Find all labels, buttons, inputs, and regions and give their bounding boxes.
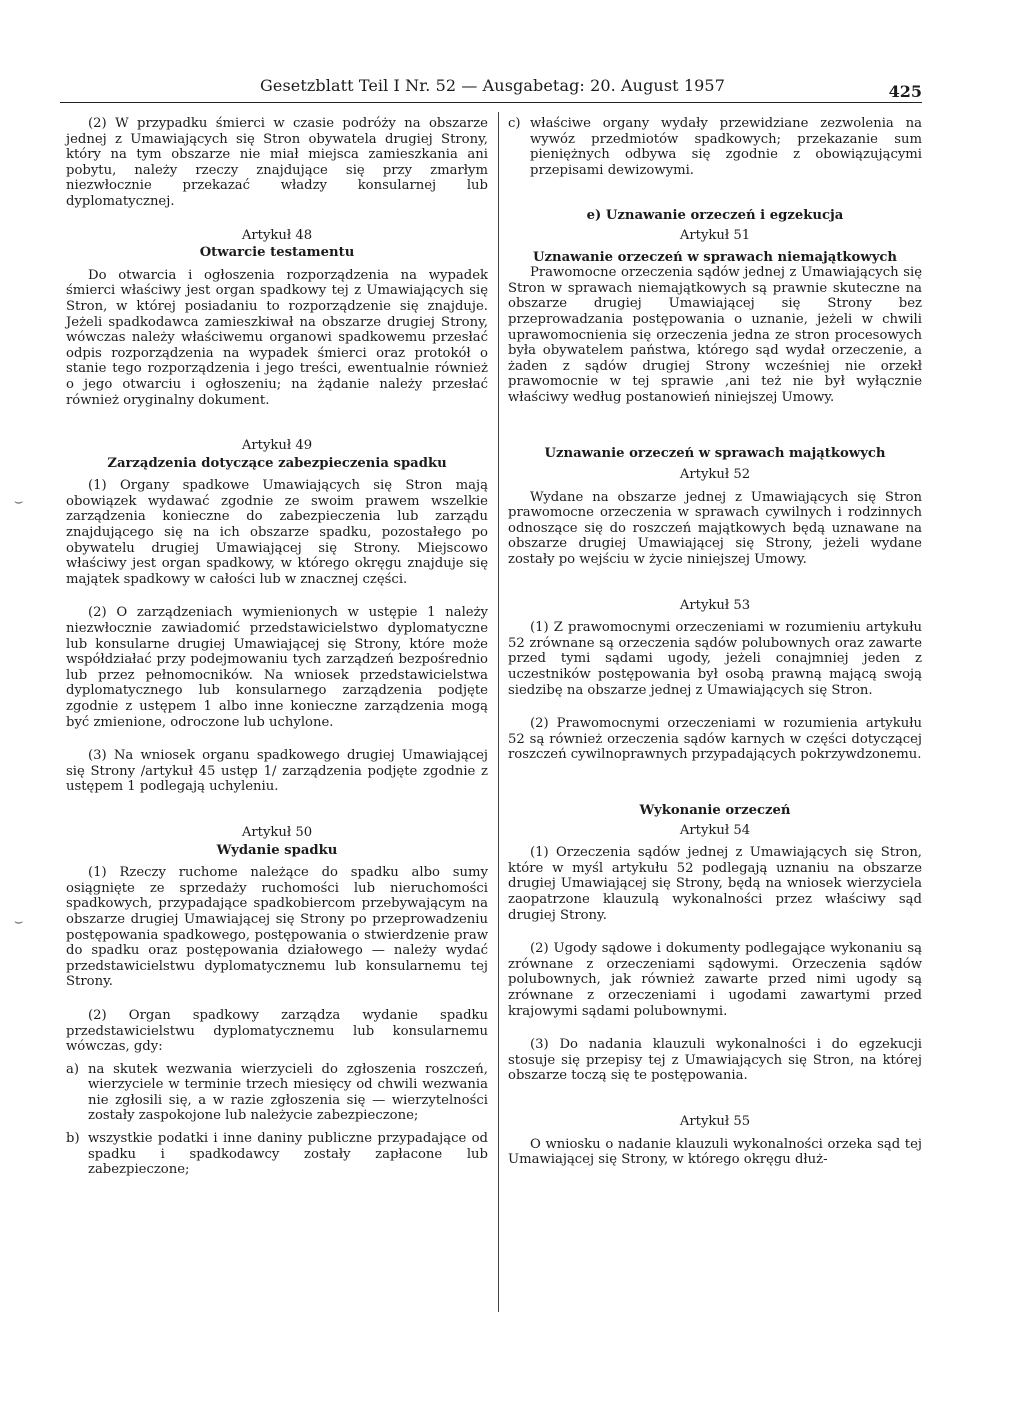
margin-check-mark: ⌣	[14, 914, 24, 930]
list-label: b)	[66, 1131, 80, 1147]
paragraph: Wydane na obszarze jednej z Umawiających się Stron prawomocne orzeczenia w sprawach cywilnych i rodzinnych odnoszące się do roszczeń majątkowych będą uznawane na obszarze drugiej Umawiającej się Strony, jeżeli wydane zostały po wejściu w życie niniejszej Umowy.	[508, 489, 922, 568]
article-heading: Otwarcie testamentu	[199, 245, 355, 261]
paragraph: (1) Z prawomocnymi orzeczeniami w rozumieniu artykułu 52 zrównane są orzeczenia sądów polubownych oraz zawarte przed tymi sądami ugody, jeżeli conajmniej jeden z uczestników postępowania był osobą prawną mającą swoją siedzibę na obszarze jednej z Umawiających się Stron.	[508, 620, 922, 698]
article-title: Artykuł 54	[679, 822, 751, 838]
article-title: Artykuł 50	[241, 824, 313, 840]
article-title: Artykuł 49	[241, 438, 313, 454]
margin-check-mark: ⌣	[14, 494, 24, 510]
list-text: właściwe organy wydały przewidziane zezwolenia na wywóz przedmiotów spadkowych; przekazanie sum pieniężnych odbywa się zgodnie z obowiązującymi przepisami dewizowymi.	[530, 116, 922, 178]
paragraph: Prawomocne orzeczenia sądów jednej z Umawiających się Stron w sprawach niemajątkowych są prawnie skuteczne na obszarze drugiej Umawiającej się Strony bez przeprowadzania postępowania o uznanie, jeżeli w chwili uprawomocnienia się orzeczenia jedna ze stron procesowych była obywatelem państwa, którego sąd wydał orzeczenie, a żaden z sądów drugiej Strony wcześniej nie orzekł prawomocnie w tej sprawie ,ani też nie był wyłącznie właściwy według postanowień niniejszej Umowy.	[508, 265, 922, 405]
paragraph: (2) Organ spadkowy zarządza wydanie spadku przedstawicielstwu dyplomatycznemu lub konsularnemu wówczas, gdy:	[66, 1007, 488, 1055]
left-column	[66, 116, 488, 1178]
paragraph: (2) O zarządzeniach wymienionych w ustępie 1 należy niezwłocznie zawiadomić przedstawicielstwo dyplomatyczne lub konsularne drugiej Umawiającej się Strony, które może współdziałać przy podejmowaniu tych zarządzeń bezpośrednio lub przez pełnomocników. Na wniosek przedstawicielstwa dyplomatycznego lub konsularnego zarządzenia podjęte zgodnie z ustępem 1 albo inne konieczne zarządzenia mogą być zmienione, odroczone lub uchylone.	[66, 605, 488, 730]
paragraph: O wniosku o nadanie klauzuli wykonalności orzeka sąd tej Umawiającej się Strony, w którego okręgu dłuż-	[508, 1136, 922, 1168]
list-item	[66, 1131, 488, 1178]
paragraph: (1) Rzeczy ruchome należące do spadku albo sumy osiągnięte ze sprzedaży ruchomości lub nieruchomości spadkowych, przypadające spadkobiercom przebywającym na obszarze drugiej Umawiającej się Strony po przeprowadzeniu postępowania spadkowego, postępowania o stwierdzenie praw do spadku oraz postępowania działowego — należy wydać przedstawicielstwu dyplomatycznemu lub konsularnemu tej Strony.	[66, 865, 488, 990]
article-title: Artykuł 55	[679, 1113, 751, 1129]
article-title: Artykuł 48	[241, 227, 313, 243]
section-heading: Uznawanie orzeczeń w sprawach majątkowych	[544, 445, 886, 461]
list-text: na skutek wezwania wierzycieli do zgłoszenia roszczeń, wierzyciele w terminie trzech miesięcy od chwili wezwania nie zgłosili się, a w razie zgłoszenia się — wierzytelności zostały zaspokojone lub należycie zabezpieczone;	[88, 1061, 488, 1124]
paragraph: (1) Organy spadkowe Umawiających się Stron mają obowiązek wydawać zgodnie ze swoim prawem wszelkie zarządzenia konieczne do zabezpieczenia lub zarządu znajdującego się na ich obszarze spadku, pozostałego po obywatelu drugiej Umawiającej się Strony. Miejscowo właściwy jest organ spadkowy, w którego okręgu znajduje się majątek spadkowy w całości lub w znacznej części.	[66, 478, 488, 587]
right-column	[508, 116, 922, 1168]
article-title: Artykuł 51	[679, 227, 751, 243]
article-heading: Wydanie spadku	[216, 842, 338, 858]
list-label: a)	[66, 1061, 80, 1077]
paragraph: (2) W przypadku śmierci w czasie podróży na obszarze jednej z Umawiających się Stron obywatela drugiej Strony, który na tym obszarze nie miał miejsca zamieszkania ani pobytu, należy rzeczy znajdujące się przy zmarłym niezwłocznie przekazać władzy konsularnej lub dyplomatycznej.	[66, 116, 488, 209]
paragraph: (2) Ugody sądowe i dokumenty podlegające wykonaniu są zrównane z orzeczeniami sądowymi. Orzeczenia sądów polubownych, jak również zawarte przed nimi ugody są zrównane z orzeczeniami i ugodami zawartymi przed krajowymi sądami polubownymi.	[508, 941, 922, 1019]
list-label: c)	[508, 116, 521, 131]
page-number: 425	[888, 82, 922, 101]
page-header	[60, 70, 922, 103]
paragraph: (2) Prawomocnymi orzeczeniami w rozumienia artykułu 52 są również orzeczenia sądów karnych w części dotyczącej roszczeń cywilnoprawnych przypadających pokrzywdzonemu.	[508, 716, 922, 763]
list-item	[508, 116, 922, 178]
paragraph: Do otwarcia i ogłoszenia rozporządzenia na wypadek śmierci właściwy jest organ spadkowy tej z Umawiających się Stron, w której posiadaniu to rozporządzenie się znajduje. Jeżeli spadkodawca zamieszkiwał na obszarze drugiej Strony, wówczas należy właściwemu organowi spadkowemu przesłać odpis rozporządzenia na wypadek śmierci oraz protokół o stanie tego rozporządzenia i jego treści, ewentualnie również o jego otwarciu i ogłoszeniu; na żądanie należy przesłać również oryginalny dokument.	[66, 267, 488, 408]
paragraph: (3) Do nadania klauzuli wykonalności i do egzekucji stosuje się przepisy tej z Umawiających się Stron, na której obszarze toczą się te postępowania.	[508, 1037, 922, 1084]
column-divider	[498, 112, 499, 1312]
gazette-title: Gesetzblatt Teil I Nr. 52 — Ausgabetag: 20. August 1957	[260, 76, 725, 95]
article-title: Artykuł 53	[679, 597, 751, 613]
list-text: wszystkie podatki i inne daniny publiczne przypadające od spadku i spadkodawcy zostały zapłacone lub zabezpieczone;	[88, 1131, 488, 1178]
paragraph: (1) Orzeczenia sądów jednej z Umawiających się Stron, które w myśl artykułu 52 podlegają uznaniu na obszarze drugiej Umawiającej się Strony, będą na wniosek wierzyciela zaopatrzone klauzulą wykonalności przez właściwy sąd drugiej Strony.	[508, 845, 922, 923]
list-item	[66, 1062, 488, 1124]
article-heading: Zarządzenia dotyczące zabezpieczenia spadku	[107, 455, 447, 471]
article-heading: Uznawanie orzeczeń w sprawach niemajątkowych	[533, 249, 897, 265]
section-heading: Wykonanie orzeczeń	[639, 803, 791, 818]
section-heading: e) Uznawanie orzeczeń i egzekucja	[586, 208, 844, 224]
article-title: Artykuł 52	[679, 467, 751, 483]
paragraph: (3) Na wniosek organu spadkowego drugiej Umawiającej się Strony /artykuł 45 ustęp 1/ zarządzenia podjęte zgodnie z ustępem 1 podlegają uchyleniu.	[66, 748, 488, 795]
